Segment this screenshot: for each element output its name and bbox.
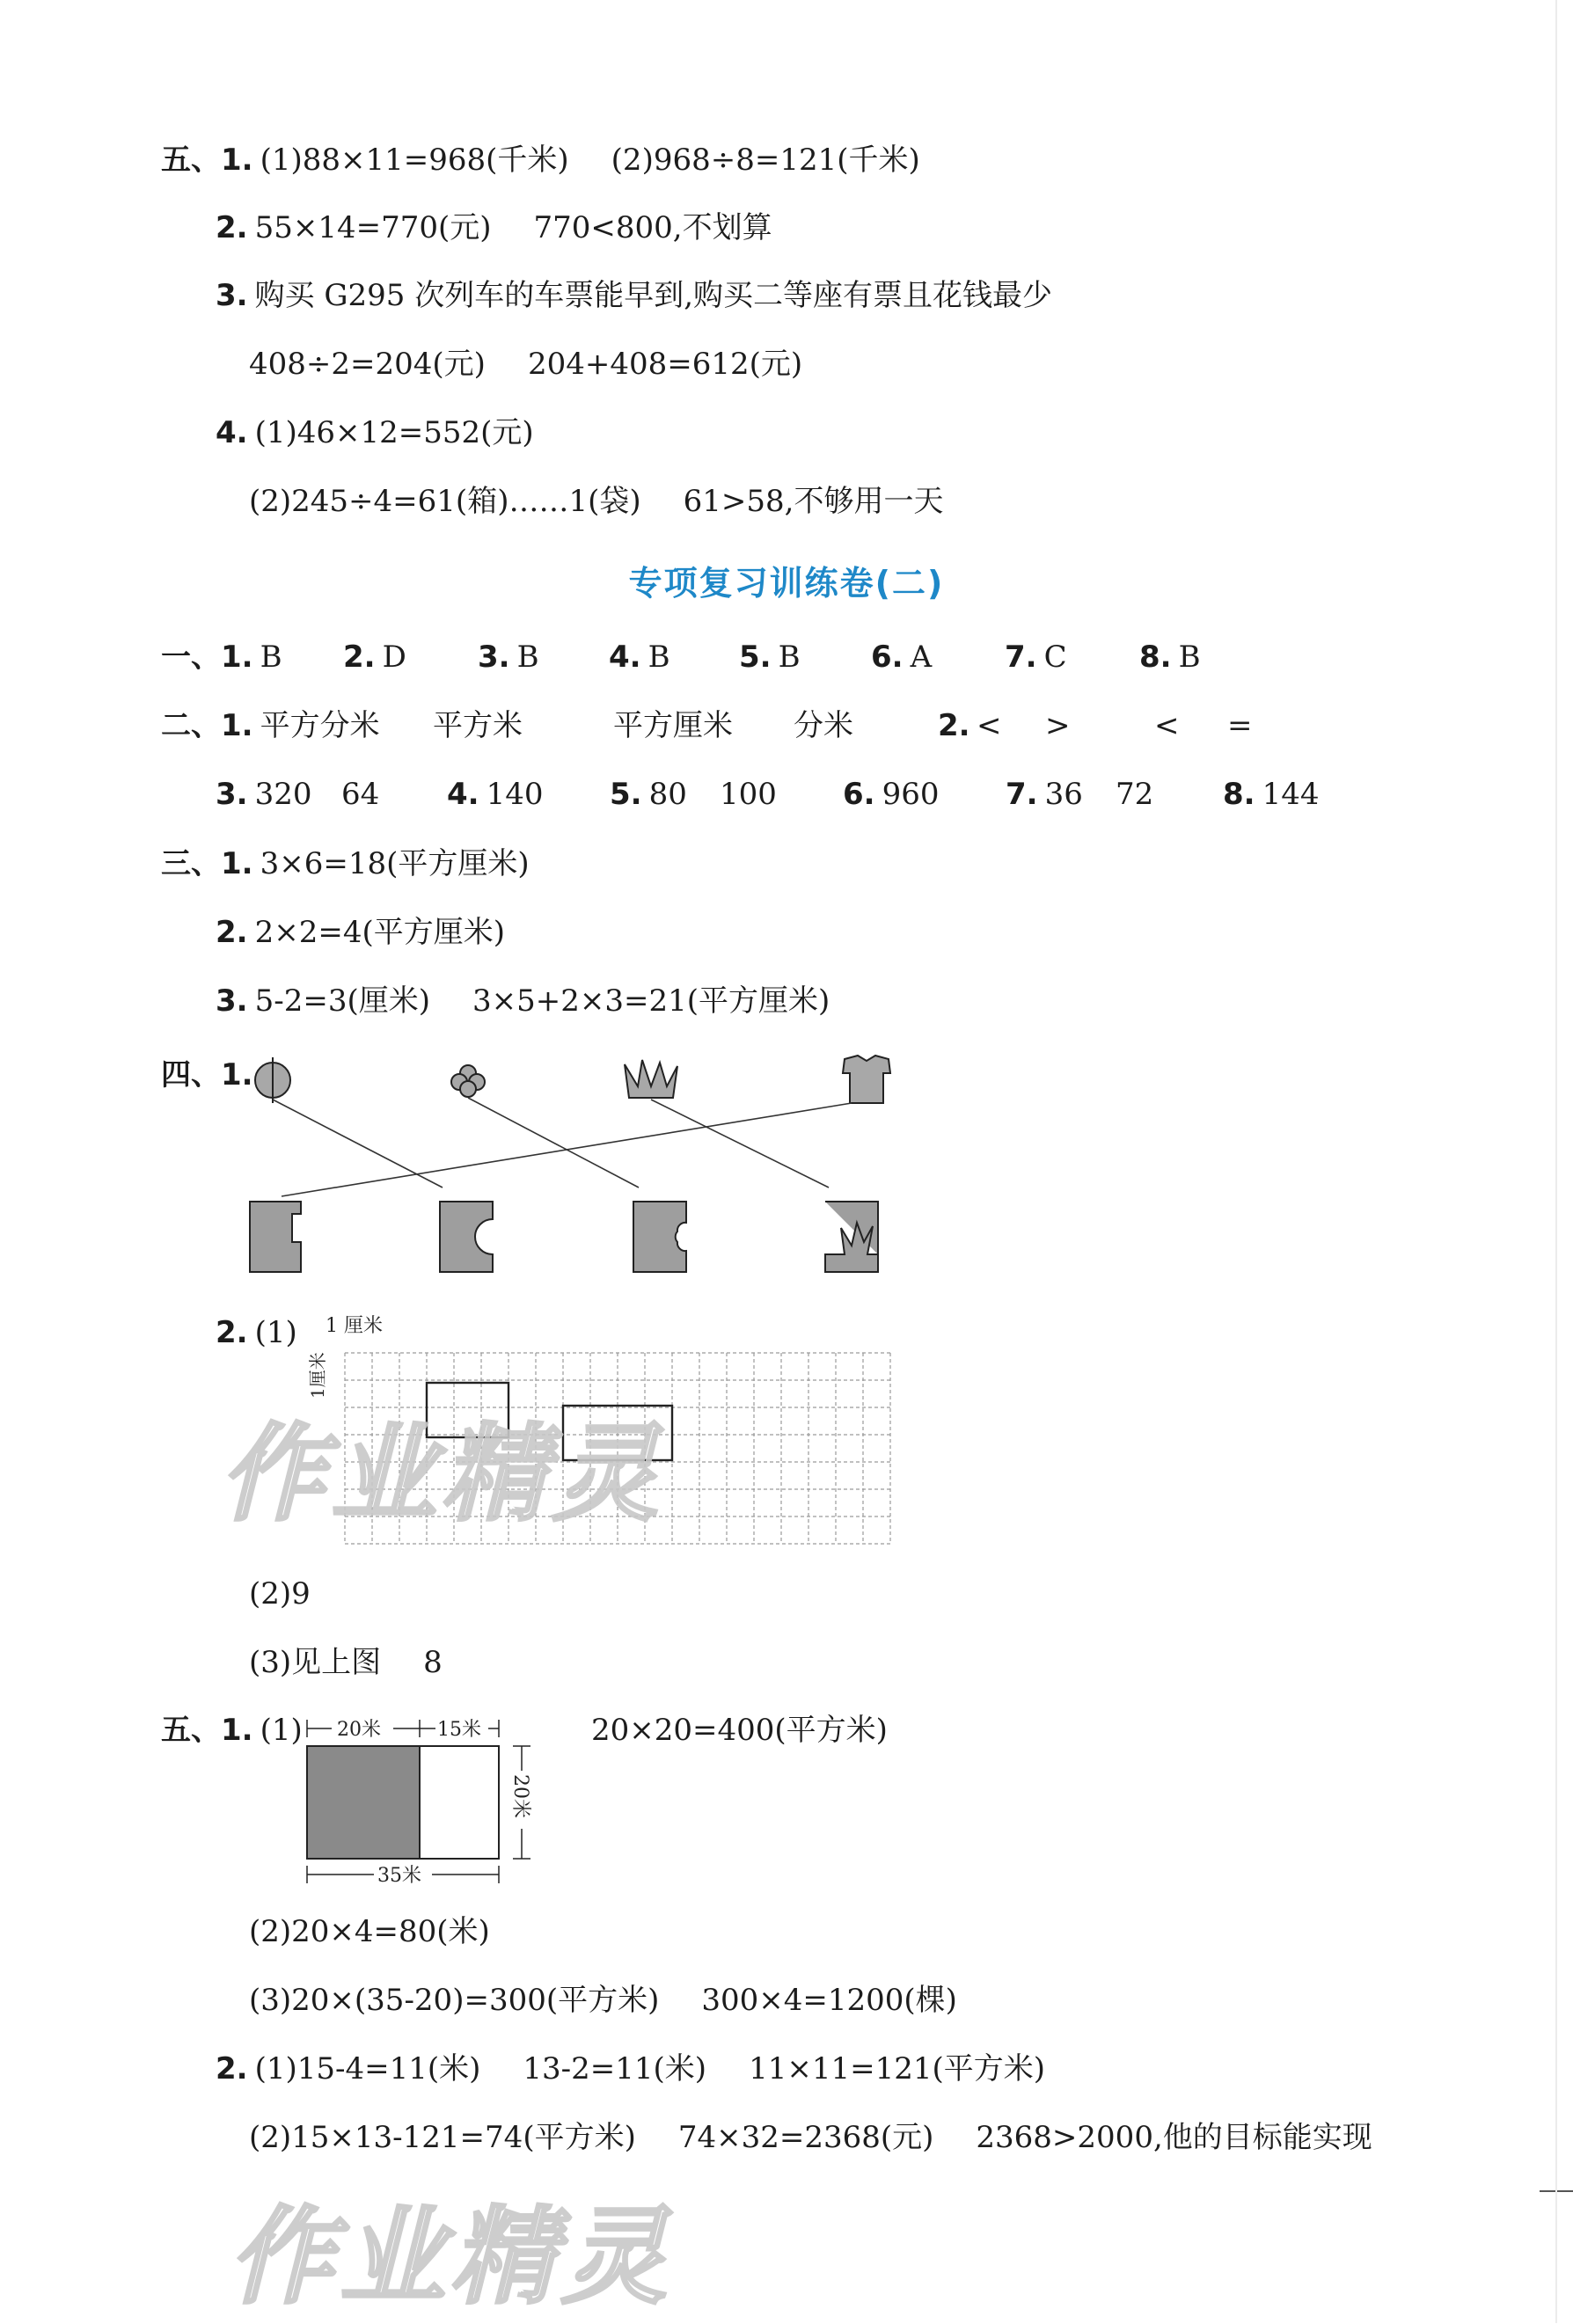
answer-text: 平方米 bbox=[433, 708, 523, 743]
sec5b-q1 bbox=[161, 1711, 303, 1750]
answer-text: 购买 G295 次列车的车票能早到,购买二等座有票且花钱最少 bbox=[254, 278, 1053, 313]
answer-choice: B bbox=[778, 639, 801, 675]
answer-text: 平方厘米 bbox=[613, 708, 733, 743]
section-title: 专项复习训练卷(二) bbox=[628, 564, 945, 603]
sec2-item bbox=[843, 775, 939, 814]
question-number: 6. bbox=[871, 639, 904, 675]
watermark-text: 作业精灵 bbox=[220, 1414, 663, 1536]
answer-text: 3×6=18(平方厘米) bbox=[260, 846, 530, 881]
question-number: 7. bbox=[1005, 639, 1037, 675]
answer-text: 770<800,不划算 bbox=[533, 210, 772, 245]
question-number: 1. bbox=[221, 1057, 253, 1093]
question-number-wrap bbox=[938, 706, 977, 745]
sec4-q2-p3 bbox=[249, 1643, 443, 1682]
watermark-text: 作业精灵 bbox=[229, 2196, 672, 2319]
remaining-field bbox=[420, 1746, 499, 1859]
compare-sign: < bbox=[977, 708, 1002, 743]
answer-text: 320 bbox=[254, 777, 312, 812]
dim-label: 20米 bbox=[509, 1774, 531, 1818]
field-diagram bbox=[295, 1711, 550, 1887]
shirt-icon bbox=[843, 1056, 890, 1103]
sec1-label-row bbox=[161, 638, 282, 676]
dim-label: 15米 bbox=[437, 1719, 481, 1741]
answer-text: 20×20=400(平方米) bbox=[591, 1713, 888, 1748]
answer-choice: B bbox=[260, 639, 282, 675]
answer-text: 140 bbox=[486, 777, 544, 812]
unit-label-horizontal: 1 厘米 bbox=[326, 1315, 383, 1337]
answer-text: 300×4=1200(棵) bbox=[701, 1983, 957, 2018]
section-label: 二、 bbox=[161, 708, 221, 743]
answer-text: 3×5+2×3=21(平方厘米) bbox=[472, 983, 830, 1019]
answer-choice: A bbox=[910, 639, 933, 675]
sec2-item bbox=[1223, 775, 1319, 814]
answer-choice: C bbox=[1043, 639, 1067, 675]
question-number: 2. bbox=[216, 1315, 248, 1350]
answer-text: 2368>2000,他的目标能实现 bbox=[976, 2120, 1372, 2155]
sec1-item bbox=[343, 638, 406, 676]
answer-text: (3)20×(35-20)=300(平方米) bbox=[249, 1983, 660, 2018]
answer-text: 13-2=11(米) bbox=[523, 2051, 707, 2086]
grass-icon bbox=[625, 1060, 677, 1098]
section-label: 四、 bbox=[161, 1057, 221, 1093]
unit-label-vertical: 1厘米 bbox=[307, 1352, 328, 1399]
sec1-item bbox=[1005, 638, 1067, 676]
question-number: 1. bbox=[221, 708, 253, 743]
answer-text: 144 bbox=[1262, 777, 1320, 812]
question-number: 2. bbox=[216, 915, 248, 950]
question-number: 4. bbox=[447, 777, 479, 812]
section-label: 五、 bbox=[161, 1713, 221, 1748]
sec3-q2 bbox=[216, 913, 505, 952]
cutout-flower-shape bbox=[633, 1202, 686, 1272]
answer-text: 64 bbox=[341, 777, 380, 812]
sec2-item bbox=[1006, 775, 1083, 814]
answer-text: 2×2=4(平方厘米) bbox=[254, 915, 505, 950]
compare-sign: > bbox=[1045, 708, 1071, 743]
sec1-item bbox=[739, 638, 801, 676]
question-number: 5. bbox=[739, 639, 772, 675]
question-number: 1. bbox=[221, 143, 253, 178]
question-number: 3. bbox=[216, 278, 248, 313]
dim-label: 35米 bbox=[377, 1865, 421, 1887]
question-number: 3. bbox=[216, 777, 248, 812]
question-number: 3. bbox=[478, 639, 510, 675]
sec1-item bbox=[478, 638, 539, 676]
answer-text: 8 bbox=[423, 1645, 443, 1680]
answer-text: 61>58,不够用一天 bbox=[683, 484, 944, 519]
sec3-q3 bbox=[216, 982, 830, 1020]
answer-choice: B bbox=[1178, 639, 1201, 675]
compare-sign: = bbox=[1227, 708, 1253, 743]
square-garden bbox=[307, 1746, 420, 1859]
answer-text: (1)46×12=552(元) bbox=[254, 415, 534, 450]
answer-text: 204+408=612(元) bbox=[527, 347, 803, 382]
sec2-item bbox=[447, 775, 543, 814]
answer-text: (2)15×13-121=74(平方米) bbox=[249, 2120, 636, 2155]
answer-choice: D bbox=[382, 639, 406, 675]
answer-text: (3)见上图 bbox=[249, 1645, 382, 1680]
question-number: 4. bbox=[216, 415, 248, 450]
question-number: 3. bbox=[216, 983, 248, 1019]
answer-text: 36 bbox=[1044, 777, 1083, 812]
cutout-shirt-shape bbox=[250, 1202, 301, 1272]
sec5b-q1-p2 bbox=[249, 1912, 490, 1951]
answer-choice: B bbox=[647, 639, 670, 675]
answer-text: (2)968÷8=121(千米) bbox=[611, 143, 920, 178]
answer-text: 平方分米 bbox=[260, 708, 380, 743]
compare-sign: < bbox=[1154, 708, 1180, 743]
sec4-q2-p2 bbox=[249, 1575, 311, 1613]
sec3-q1 bbox=[161, 844, 530, 883]
question-number: 8. bbox=[1139, 639, 1172, 675]
answer-text: 分米 bbox=[794, 708, 853, 743]
sec5a-q3-calc bbox=[249, 345, 802, 384]
answer-text: (2)245÷4=61(箱)……1(袋) bbox=[249, 484, 641, 519]
answer-text: 74×32=2368(元) bbox=[677, 2120, 934, 2155]
answer-text: (2)9 bbox=[249, 1576, 311, 1611]
sec2-item bbox=[216, 775, 311, 814]
answer-text: 11×11=121(平方米) bbox=[749, 2051, 1046, 2086]
sec1-item bbox=[609, 638, 670, 676]
answer-text: 80 bbox=[648, 777, 687, 812]
sec5b-q2-b bbox=[249, 2118, 1372, 2157]
question-number: 5. bbox=[610, 777, 642, 812]
sec4-q2 bbox=[216, 1313, 297, 1352]
answer-text: 55×14=770(元) bbox=[254, 210, 492, 245]
answer-text: 960 bbox=[882, 777, 940, 812]
answer-choice: B bbox=[516, 639, 539, 675]
answer-text: 100 bbox=[720, 777, 777, 812]
matching-diagram bbox=[238, 1047, 906, 1284]
sec5a-q3 bbox=[216, 276, 1052, 315]
question-number: 1. bbox=[221, 846, 253, 881]
sec5b-q1-p3 bbox=[249, 1981, 957, 2020]
dim-label: 20米 bbox=[337, 1719, 381, 1741]
question-number: 2. bbox=[938, 708, 970, 743]
section-label: 五、 bbox=[161, 143, 221, 178]
answer-text: (2)20×4=80(米) bbox=[249, 1914, 490, 1949]
page-fold-line bbox=[1555, 0, 1557, 2323]
sec1-item bbox=[871, 638, 932, 676]
answer-text: 72 bbox=[1116, 777, 1154, 812]
cutout-round-shape bbox=[440, 1202, 493, 1272]
answer-text: (1)15-4=11(米) bbox=[254, 2051, 481, 2086]
cutout-grass-shape bbox=[825, 1202, 878, 1272]
question-number: 2. bbox=[343, 639, 376, 675]
question-number: 2. bbox=[216, 210, 248, 245]
question-number: 4. bbox=[609, 639, 641, 675]
answer-text: (1)88×11=968(千米) bbox=[260, 143, 569, 178]
question-number: 8. bbox=[1223, 777, 1255, 812]
sec2-row1-a bbox=[161, 706, 380, 745]
question-number: 1. bbox=[221, 1713, 253, 1748]
section-label: 三、 bbox=[161, 846, 221, 881]
sec2-item bbox=[610, 775, 687, 814]
question-number: 2. bbox=[216, 2051, 248, 2086]
section-label: 一、 bbox=[161, 639, 221, 675]
question-number: 6. bbox=[843, 777, 875, 812]
sec5a-q4-b bbox=[249, 482, 943, 521]
sec5a-q1 bbox=[161, 141, 920, 179]
sec5a-q2 bbox=[216, 208, 772, 247]
sec1-item bbox=[1139, 638, 1201, 676]
answer-text: 408÷2=204(元) bbox=[249, 347, 486, 382]
part-label: (1) bbox=[260, 1713, 303, 1748]
question-number: 7. bbox=[1006, 777, 1038, 812]
question-number: 1. bbox=[221, 639, 253, 675]
round-leaf-icon bbox=[255, 1057, 290, 1103]
part-label: (1) bbox=[254, 1315, 297, 1350]
answer-text: 5-2=3(厘米) bbox=[254, 983, 430, 1019]
flower-icon bbox=[451, 1065, 485, 1097]
sec5a-q4 bbox=[216, 413, 534, 452]
sec5b-q2 bbox=[216, 2050, 1045, 2088]
